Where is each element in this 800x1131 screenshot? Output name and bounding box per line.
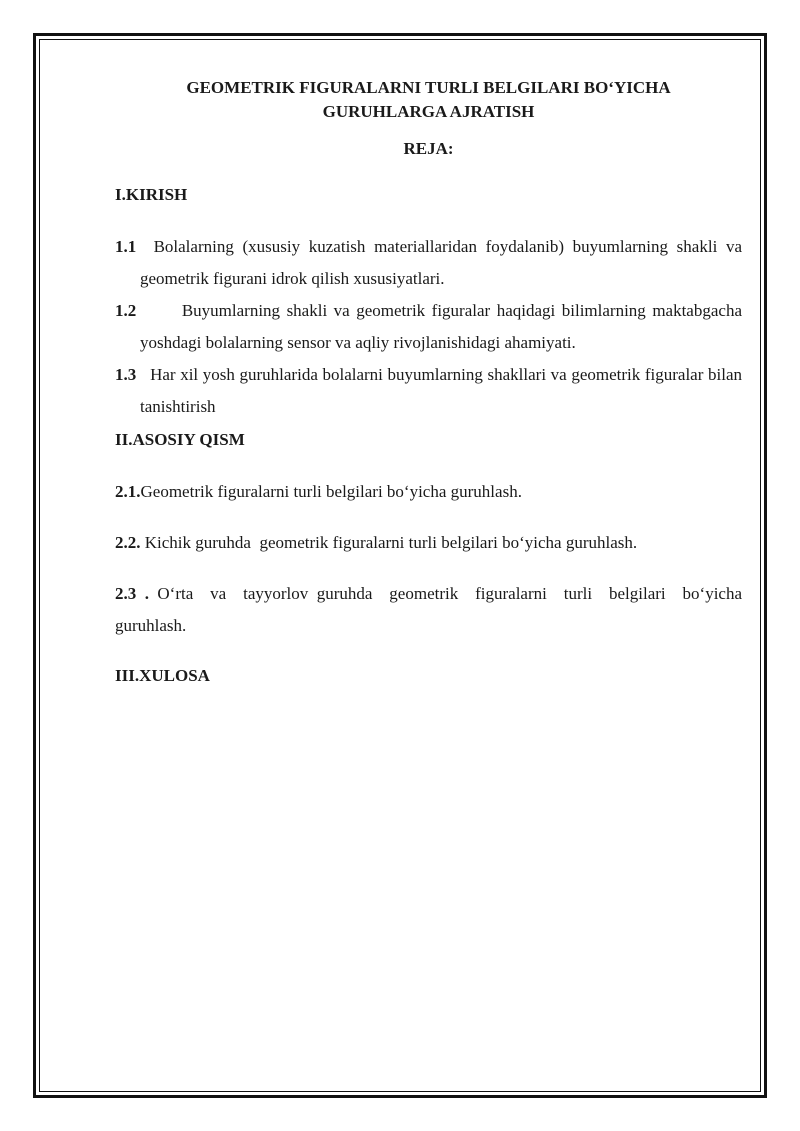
- section-heading-main: II.ASOSIY QISM: [115, 430, 245, 449]
- item-text: Geometrik figuralarni turli belgilari bo‘yicha guruhlash.: [140, 482, 522, 501]
- title-line-2: GURUHLARGA AJRATISH: [322, 102, 535, 121]
- document-title: [115, 76, 742, 124]
- outline-item-1-3: [115, 359, 747, 423]
- outline-item-2-1: [115, 476, 742, 508]
- item-text: Bolalarning (xususiy kuzatish materiallaridan foydalanib) buyumlarning shakli va geometrik figurani idrok qilish xususiyatlari.: [136, 237, 747, 288]
- document-body: [115, 76, 747, 692]
- section-heading-conclusion: III.XULOSA: [115, 666, 210, 685]
- item-number: 1.1: [115, 237, 137, 256]
- outline-item-2-2: [115, 527, 742, 559]
- outline-item-1-1: [115, 231, 747, 295]
- item-number: 2.2.: [115, 533, 141, 552]
- outline-item-1-2: [115, 295, 747, 359]
- item-text: Buyumlarning shakli va geometrik figuralar haqidagi bilimlarning maktabgacha yoshdagi bolalarning sensor va aqliy rivojlanishidagi ahamiyati.: [136, 301, 747, 352]
- plan-heading: REJA:: [403, 139, 454, 158]
- item-number: 1.3: [115, 365, 137, 384]
- item-number: 2.3 .: [115, 584, 149, 603]
- item-number: 2.1.: [115, 482, 141, 501]
- item-number: 1.2: [115, 301, 137, 320]
- outline-item-2-3: [115, 578, 747, 642]
- item-text: Har xil yosh guruhlarida bolalarni buyumlarning shakllari va geometrik figuralar bilan tanishtirish: [136, 365, 747, 416]
- item-text: Kichik guruhda geometrik figuralarni turli belgilari bo‘yicha guruhlash.: [140, 533, 638, 552]
- title-line-1: GEOMETRIK FIGURALARNI TURLI BELGILARI BO‘YICHA: [186, 78, 671, 97]
- section-heading-introduction: I.KIRISH: [115, 185, 188, 204]
- item-text: O‘rta va tayyorlov guruhda geometrik figuralarni turli belgilari bo‘yicha guruhlash.: [115, 584, 747, 635]
